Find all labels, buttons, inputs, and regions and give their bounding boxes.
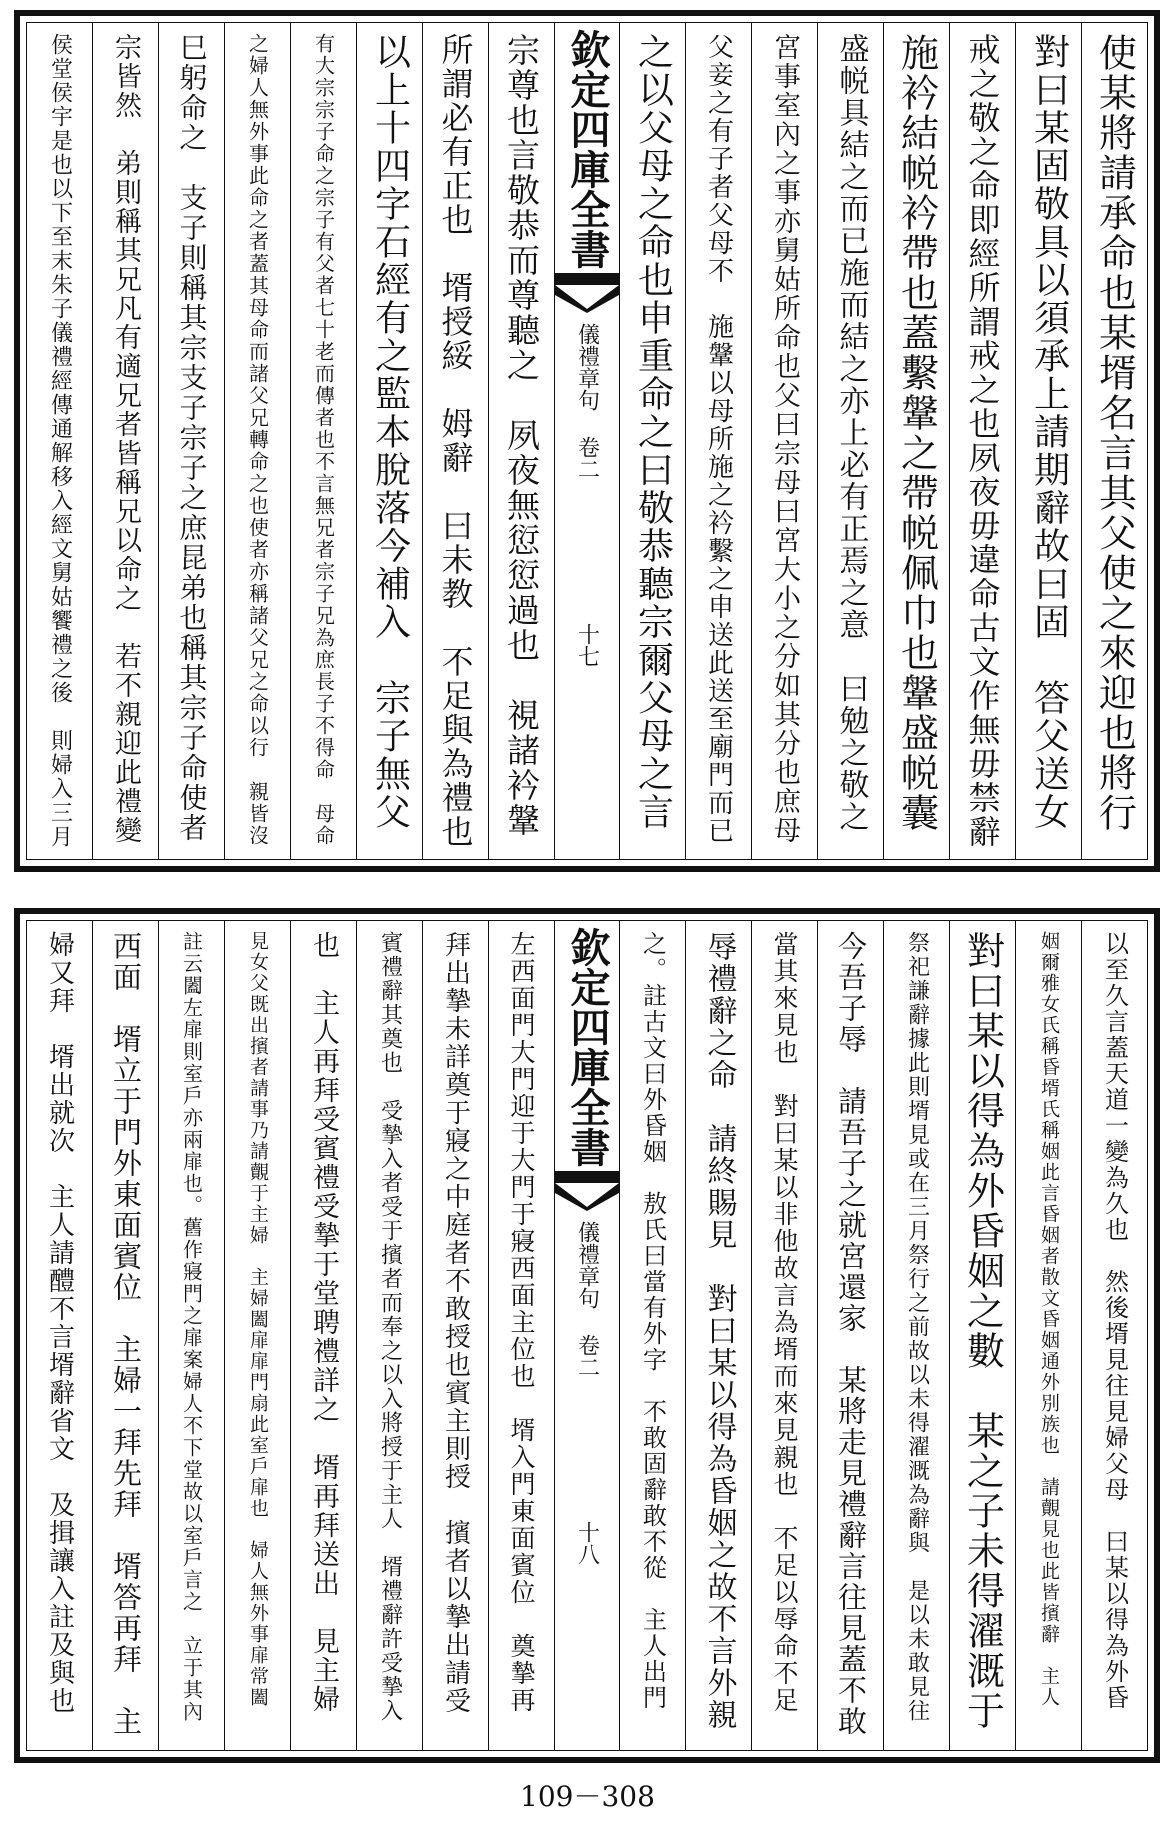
- text-column: [224, 921, 290, 1750]
- banner-title: 欽定四庫全書: [564, 29, 611, 269]
- column-text: 也 主人再拜受賓禮受摯于堂聘禮詳之 壻再拜送出 見主婦: [308, 931, 339, 1714]
- text-column: [27, 23, 92, 859]
- text-column: [1015, 23, 1081, 859]
- column-text: 巳躬命之 支子則稱其宗支子宗子之庶昆弟也稱其宗子命使者: [175, 33, 209, 843]
- page-top: [14, 10, 1160, 872]
- banner-volume: 儀禮章句 卷二: [574, 1221, 600, 1378]
- text-column: [619, 23, 685, 859]
- columns-top: [27, 23, 1147, 859]
- text-column: [356, 23, 422, 859]
- page-frame: [26, 920, 1148, 1751]
- fish-tail-mark-icon: [555, 1171, 619, 1211]
- column-text: 辱禮辭之命 請終賜見 對曰某以得為昏姻之故不言外親: [701, 931, 737, 1731]
- text-column: [817, 23, 883, 859]
- column-text: 對曰某以得為外昏姻之數 某之子未得濯溉于: [960, 931, 1005, 1731]
- column-text: 施衿結帨衿帶也蓋繫鞶之帶帨佩巾也鞶盛帨囊: [894, 33, 939, 833]
- column-text: 之。註古文曰外昏姻 敖氏曰當有外字 不敢固辭敢不從 主人出門: [638, 931, 667, 1711]
- page-frame: [26, 22, 1148, 860]
- column-text: 左西面門大門迎于大門于寢西面主位也 壻入門東面賓位 奠摯再: [507, 931, 536, 1714]
- text-column: [290, 921, 356, 1750]
- column-text: 拜出摯未詳奠于寢之中庭者不敢授也賓主則授 擯者以摯出請受: [440, 931, 471, 1715]
- column-text: 對曰某固敬具以須承上請期辭故曰固 答父送女: [1028, 33, 1070, 831]
- text-column: [817, 921, 883, 1750]
- column-text: 之以父母之命也申重命之曰敬恭聽宗爾父母之言: [632, 33, 674, 831]
- text-column: [224, 23, 290, 859]
- page-number: 109－308: [520, 1780, 655, 1813]
- text-column: [488, 921, 554, 1750]
- text-column: [422, 23, 488, 859]
- column-text: 今吾子辱 請吾子之就宮還家 某將走見禮辭言往見蓋不敢: [834, 931, 868, 1737]
- column-text: 以至久言蓋天道一變為久也 然後壻見往見婦父母 曰某以得為外昏: [1100, 931, 1129, 1711]
- column-text: 盛帨具結之而已施而結之亦上必有正焉之意 曰勉之敬之: [833, 33, 869, 833]
- banner-leaf-number: 十七: [574, 623, 600, 667]
- text-column: [685, 23, 751, 859]
- column-text: 當其來見也 對曰某以非他故言為壻而來見親也 不足以辱命不足: [770, 931, 799, 1714]
- banner-volume: 儀禮章句 卷二: [574, 323, 600, 480]
- text-column: [27, 921, 92, 1750]
- column-text: 姻爾雅女氏稱昏壻氏稱姻此言昏姻者散文昏姻通外別族也 請覿見也此皆擯辭 主人: [1038, 931, 1060, 1708]
- text-column: [92, 23, 158, 859]
- text-column: [883, 921, 949, 1750]
- text-column: [92, 921, 158, 1750]
- column-text: 戒之敬之命即經所謂戒之也夙夜毋違命古文作無毋禁辭: [963, 33, 1002, 849]
- column-text: 父妾之有子者父母不 施鞶以母所施之衿繫之申送此送至廟門而已: [703, 33, 734, 845]
- text-column: [290, 23, 356, 859]
- column-text: 使某將請承命也某壻名言其父使之來迎也將行: [1092, 33, 1137, 833]
- text-column: [685, 921, 751, 1750]
- column-text: 婦又拜 壻出就次 主人請醴不言壻辭省文 及揖讓入註及與也: [44, 931, 75, 1715]
- text-column: [751, 921, 817, 1750]
- page-bottom: [14, 908, 1160, 1763]
- column-text: 賓禮辭其奠也 受摯入者受于擯者而奉之以入將授于主人 壻禮辭許受摯入: [377, 931, 403, 1723]
- text-column: [949, 23, 1015, 859]
- column-text: 祭祀謙辭據此則壻見或在三月祭行之前故以未得濯溉為辭與 是以未敢見往: [904, 931, 930, 1723]
- column-text: 宮事室內之事亦舅姑所命也父曰宗母曰宮大小之分如其分也庶母: [769, 33, 800, 845]
- column-text: 宗皆然 弟則稱其兄凡有適兄者皆稱兄以命之 若不親迎此禮變: [110, 33, 141, 845]
- banner-title: 欽定四庫全書: [564, 927, 611, 1167]
- text-column: [883, 23, 949, 859]
- text-column: [1015, 921, 1081, 1750]
- column-text: 見女父既出擯者請事乃請覿于主婦 主婦闔扉扉門扇此室戶扉也 婦人無外事扉常闔: [247, 931, 269, 1708]
- text-column: [1081, 921, 1147, 1750]
- column-text: 以上十四字石經有之監本脫落今補入 宗子無父: [369, 33, 411, 831]
- column-text: 有大宗宗子命之宗子有父者七十老而傳者也不言無兄者宗子兄為庶長子不得命 母命: [311, 33, 336, 847]
- column-text: 所謂必有正也 壻授綏 姆辭 曰未教 不足與為禮也: [436, 33, 475, 849]
- text-column: [751, 23, 817, 859]
- text-column: [488, 23, 554, 859]
- text-column: [158, 23, 224, 859]
- text-column: [619, 921, 685, 1750]
- text-column: [356, 921, 422, 1750]
- fish-tail-mark-icon: [555, 273, 619, 313]
- column-text: 侯堂侯宇是也以下至末朱子儀禮經傳通解移入經文舅姑饗禮之後 則婦入三月: [47, 33, 73, 849]
- columns-bottom: [27, 921, 1147, 1750]
- column-text: 宗尊也言敬恭而尊聽之 夙夜無愆愆過也 視諸衿鞶: [502, 33, 541, 838]
- banner-leaf-number: 十八: [574, 1521, 600, 1565]
- text-column: [949, 921, 1015, 1750]
- column-text: 註云闔左扉則室戶亦兩扉也。舊作寢門之扉案婦人不下堂故以室戶言之 立于其內: [179, 931, 204, 1723]
- column-text: 西面 壻立于門外東面賓位 主婦一拜先拜 壻答再拜 主: [109, 931, 143, 1737]
- center-banner: [554, 921, 619, 1750]
- center-banner: [554, 23, 619, 859]
- column-text: 之婦人無外事此命之者蓋其母命而諸父兄轉命之也使者亦稱諸父兄之命以行 親皆沒: [245, 33, 270, 847]
- text-column: [422, 921, 488, 1750]
- text-column: [158, 921, 224, 1750]
- text-column: [1081, 23, 1147, 859]
